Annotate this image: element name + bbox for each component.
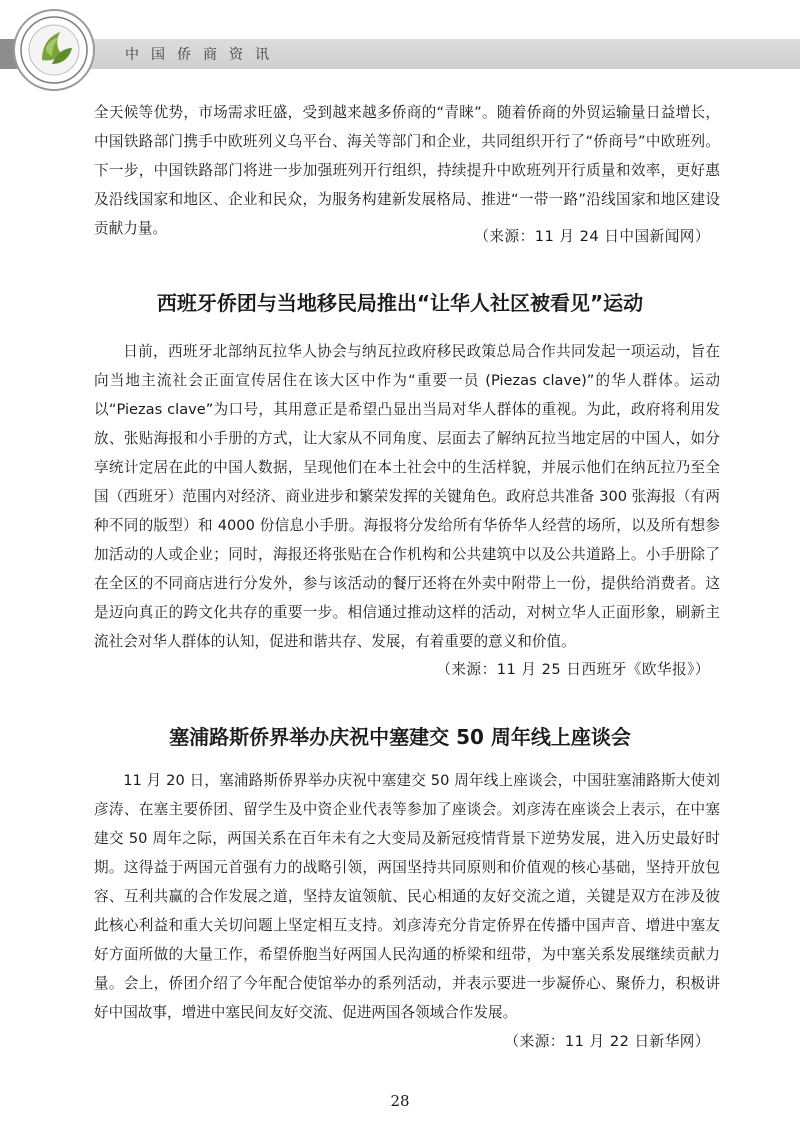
federation-logo-icon [12,8,96,92]
article-0-body: 全天候等优势，市场需求旺盛，受到越来越多侨商的“青睐”。随着侨商的外贸运输量日益增长，中国铁路部门携手中欧班列义乌平台、海关等部门和企业，共同组织开行了“侨商号”中欧班列。下一步，中国铁路部门将进一步加强班列开行组织，持续提升中欧班列开行质量和效率，更好惠及沿线国家和地区、企业和民众，为服务构建新发展格局、推进“一带一路”沿线国家和地区建设贡献力量。 [94,104,720,237]
article-1-title: 西班牙侨团与当地移民局推出“让华人社区被看见”运动 [156,291,644,315]
article-0-source: （来源：11 月 24 日中国新闻网） [474,228,710,245]
header-band [0,39,800,69]
header-title: 中国侨商资讯 [125,47,281,63]
article-1-body: 日前，西班牙北部纳瓦拉华人协会与纳瓦拉政府移民政策总局合作共同发起一项运动，旨在向当地主流社会正面宣传居住在该大区中作为“重要一员 (Piezas clave)”的华人群体。运动以“Piezas clave”为口号，其用意正是希望凸显出当局对华人群体的重视。为此，政府将利用发放、张贴海报和小手册的方式，让大家从不同角度、层面去了解纳瓦拉当地定居的中国人，如分享统计定居在此的中国人数据，呈现他们在本土社会中的生活样貌，并展示他们在纳瓦拉乃至全国（西班牙）范围内对经济、商业进步和繁荣发挥的关键角色。政府总共准备 300 张海报（有两种不同的版型）和 4000 份信息小手册。海报将分发给所有华侨华人经营的场所，以及所有想参加活动的人或企业；同时，海报还将张贴在合作机构和公共建筑中以及公共道路上。小手册除了在全区的不同商店进行分发外，参与该活动的餐厅还将在外卖中附带上一份，提供给消费者。这是迈向真正的跨文化共存的重要一步。相信通过推动这样的活动，对树立华人正面形象，刷新主流社会对华人群体的认知，促进和谐共存、发展，有着重要的意义和价值。 [94,343,720,650]
article-2-source: （来源：11 月 22 日新华网） [504,1033,710,1050]
article-2-title: 塞浦路斯侨界举办庆祝中塞建交 50 周年线上座谈会 [169,725,631,749]
article-1-source: （来源：11 月 25 日西班牙《欧华报》） [436,661,710,678]
article-2-body: 11 月 20 日，塞浦路斯侨界举办庆祝中塞建交 50 周年线上座谈会，中国驻塞浦路斯大使刘彦涛、在塞主要侨团、留学生及中资企业代表等参加了座谈会。刘彦涛在座谈会上表示，在中塞建交 50 周年之际，两国关系在百年未有之大变局及新冠疫情背景下逆势发展，进入历史最好时期。这得益于两国元首强有力的战略引领，两国坚持共同原则和价值观的核心基础，坚持开放包容、互利共赢的合作发展之道，坚持友谊领航、民心相通的友好交流之道，关键是双方在涉及彼此核心利益和重大关切问题上坚定相互支持。刘彦涛充分肯定侨界在传播中国声音、增进中塞友好方面所做的大量工作，希望侨胞当好两国人民沟通的桥梁和纽带，为中塞关系发展继续贡献力量。会上，侨团介绍了今年配合使馆举办的系列活动，并表示要进一步凝侨心、聚侨力，积极讲好中国故事，增进中塞民间友好交流、促进两国各领域合作发展。 [94,772,720,1021]
page-number: 28 [390,1092,410,1110]
